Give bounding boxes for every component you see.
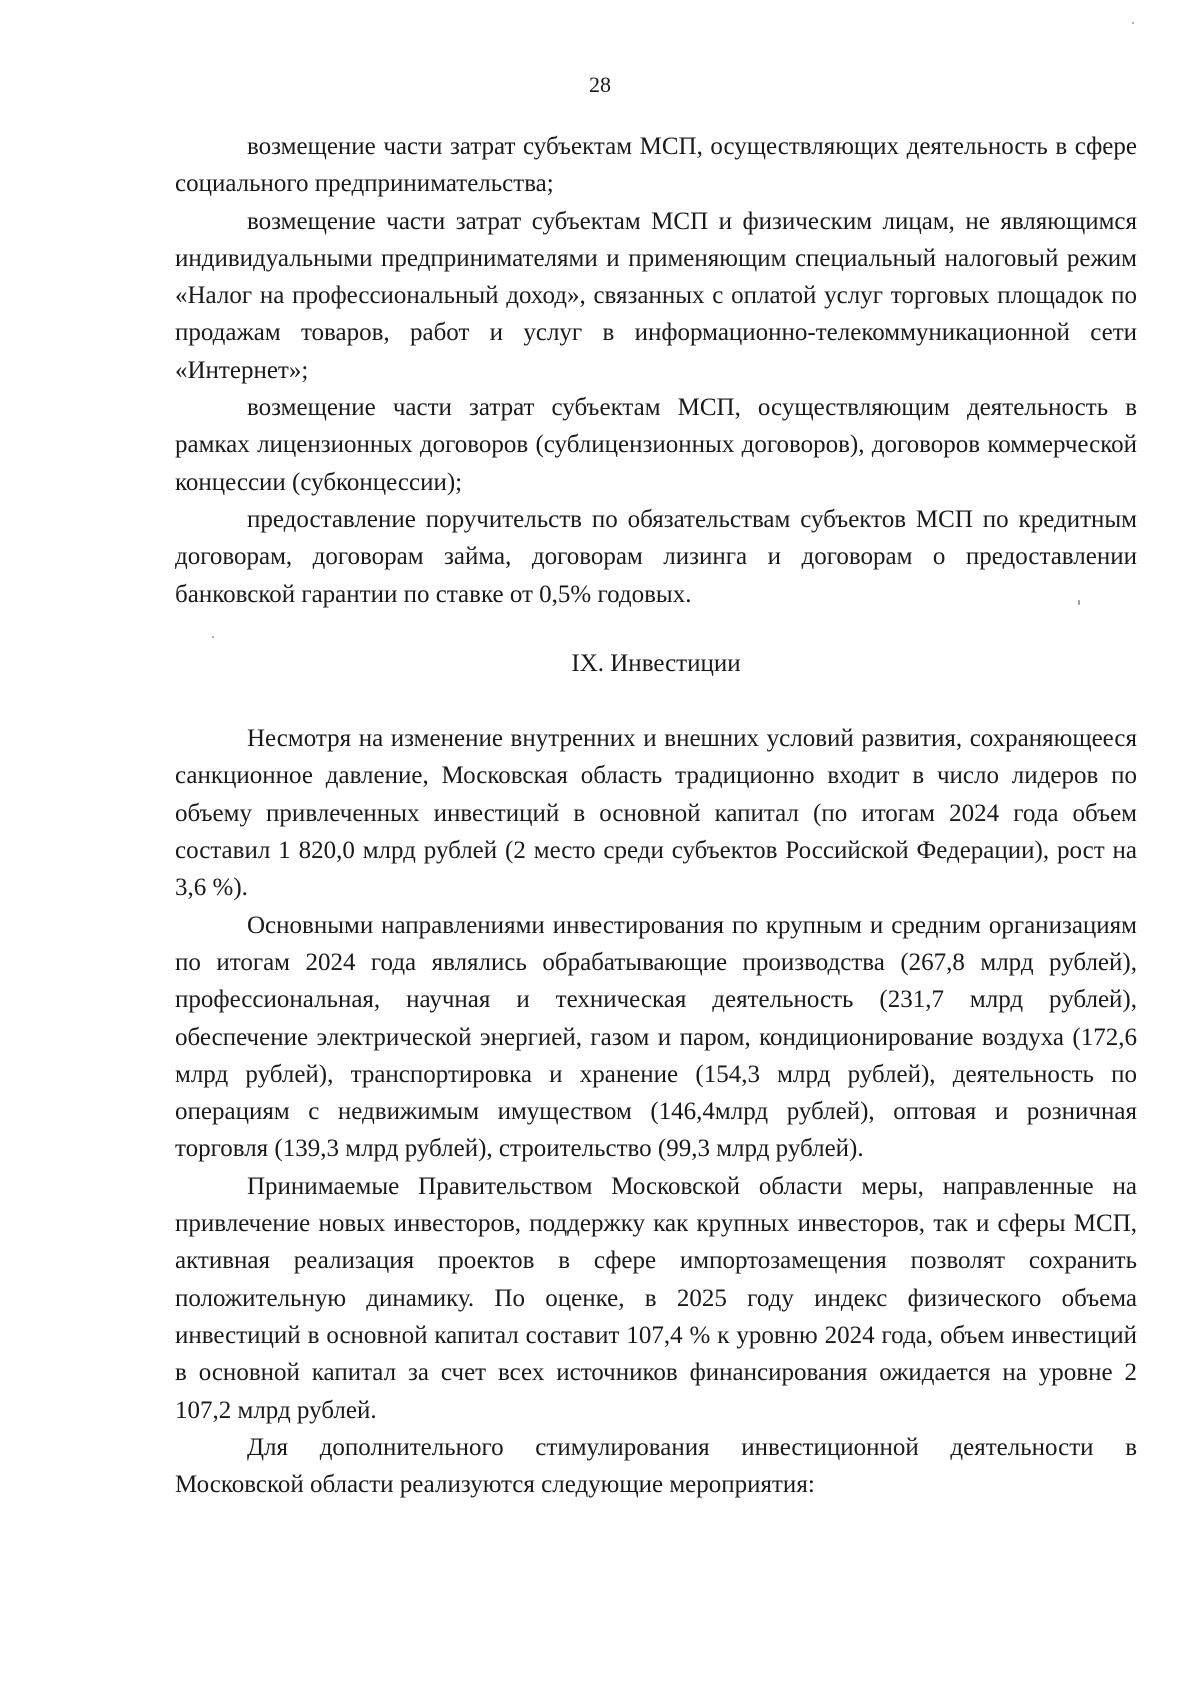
page-number: 28 [589, 72, 611, 97]
spacer [175, 613, 1137, 645]
paragraph-guarantees: предоставление поручительств по обязательствам субъектов МСП по кредитным договорам, договорам займа, договорам лизинга и договорам о предоставлении банковской гарантии по ставке от 0,5% годовых. [175, 505, 1137, 608]
paragraph-investment-leaders: Несмотря на изменение внутренних и внешних условий развития, сохраняющееся санкционное давление, Московская область традиционно входит в число лидеров по объему привлеченных инвестиций в основной капитал (по итогам 2024 года объем составил 1 820,0 млрд рублей (2 место среди субъектов Российской Федерации), рост на 3,6 %). [175, 725, 1137, 902]
paragraph-social-entrepreneurship: возмещение части затрат субъектам МСП, осуществляющих деятельность в сфере социального предпринимательства; [175, 133, 1137, 198]
paragraph-investment-directions: Основными направлениями инвестирования по крупным и средним организациям по итогам 2024 года являлись обрабатывающие производства (267,8 млрд рублей), профессиональная, научная и техническая деятельность (231,7 млрд рублей), обеспечение электрической энергией, газом и паром, кондиционирование воздуха (172,6 млрд рублей), транспортировка и хранение (154,3 млрд рублей), деятельность по операциям с недвижимым имуществом (146,4млрд рублей), оптовая и розничная торговля (139,3 млрд рублей), строительство (99,3 млрд рублей). [175, 911, 1137, 1163]
paragraph-government-measures: Принимаемые Правительством Московской области меры, направленные на привлечение новых инвесторов, поддержку как крупных инвесторов, так и сферы МСП, активная реализация проектов в сфере импортозамещения позволят сохранить положительную динамику. По оценке, в 2025 году индекс физического объема инвестиций в основной капитал составит 107,4 % к уровню 2024 года, объем инвестиций в основной капитал за счет всех источников финансирования ожидается на уровне 2 107,2 млрд рублей. [175, 1172, 1137, 1424]
spacer [175, 682, 1137, 720]
paragraph-stimulation-measures: Для дополнительного стимулирования инвестиционной деятельности в Московской области реализуются следующие мероприятия: [175, 1433, 1137, 1499]
section-heading: IX. Инвестиции [571, 649, 741, 677]
paragraph-license-agreements: возмещение части затрат субъектам МСП, осуществляющим деятельность в рамках лицензионных договоров (сублицензионных договоров), договоров коммерческой концессии (субконцессии); [175, 394, 1137, 496]
scan-speck [212, 636, 214, 638]
scan-speck [1132, 22, 1134, 24]
page-content [175, 128, 1137, 1503]
paragraph-marketplace-costs: возмещение части затрат субъектам МСП и физическим лицам, не являющимся индивидуальными предпринимателями и применяющим специальный налоговый режим «Налог на профессиональный доход», связанных с оплатой услуг торговых площадок по продажам товаров, работ и услуг в информационно-телекоммуникационной сети «Интернет»; [175, 207, 1137, 384]
scan-speck [1078, 600, 1080, 605]
